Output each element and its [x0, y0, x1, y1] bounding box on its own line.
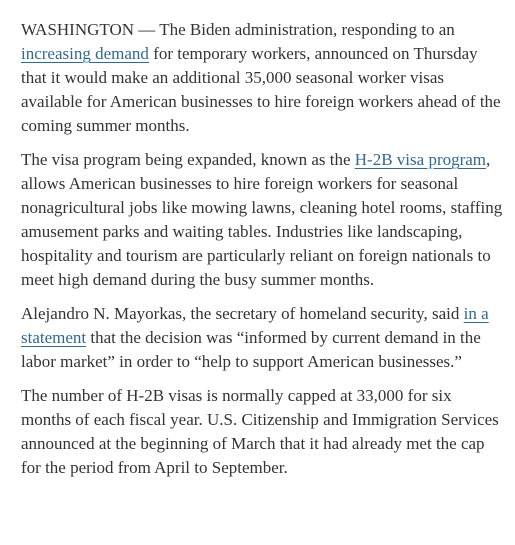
paragraph-3: [21, 302, 503, 374]
paragraph-2-text-b: , allows American businesses to hire foreign workers for seasonal nonagricultural jobs like mowing lawns, cleaning hotel rooms, staffing amusement parks and waiting tables. Industries like landscaping, hospitality and tourism are particularly reliant on foreign nationals to meet high demand during the busy summer months.: [21, 150, 503, 289]
increasing-demand-link[interactable]: increasing demand: [21, 44, 149, 63]
h2b-visa-program-link[interactable]: H-2B visa program: [354, 150, 487, 169]
paragraph-2-text-a: The visa program being expanded, known as the: [21, 150, 355, 169]
paragraph-1-text-b: for temporary workers, announced on Thursday that it would make an additional 35,000 seasonal worker visas available for American businesses to hire foreign workers ahead of the coming summer months.: [21, 44, 501, 135]
paragraph-3-text-a: Alejandro N. Mayorkas, the secretary of homeland security, said: [21, 304, 464, 323]
paragraph-2: [21, 148, 503, 292]
paragraph-1-text-a: WASHINGTON — The Biden administration, responding to an: [21, 20, 455, 39]
statement-link[interactable]: in a statement: [21, 304, 489, 347]
paragraph-4: [21, 384, 503, 480]
paragraph-1: [21, 18, 503, 138]
paragraph-4-text: The number of H-2B visas is normally capped at 33,000 for six months of each fiscal year. U.S. Citizenship and Immigration Services announced at the beginning of March that it had already met the cap for the period from April to September.: [21, 386, 499, 477]
paragraph-3-text-b: that the decision was “informed by current demand in the labor market” in order to “help to support American businesses.”: [21, 328, 481, 371]
